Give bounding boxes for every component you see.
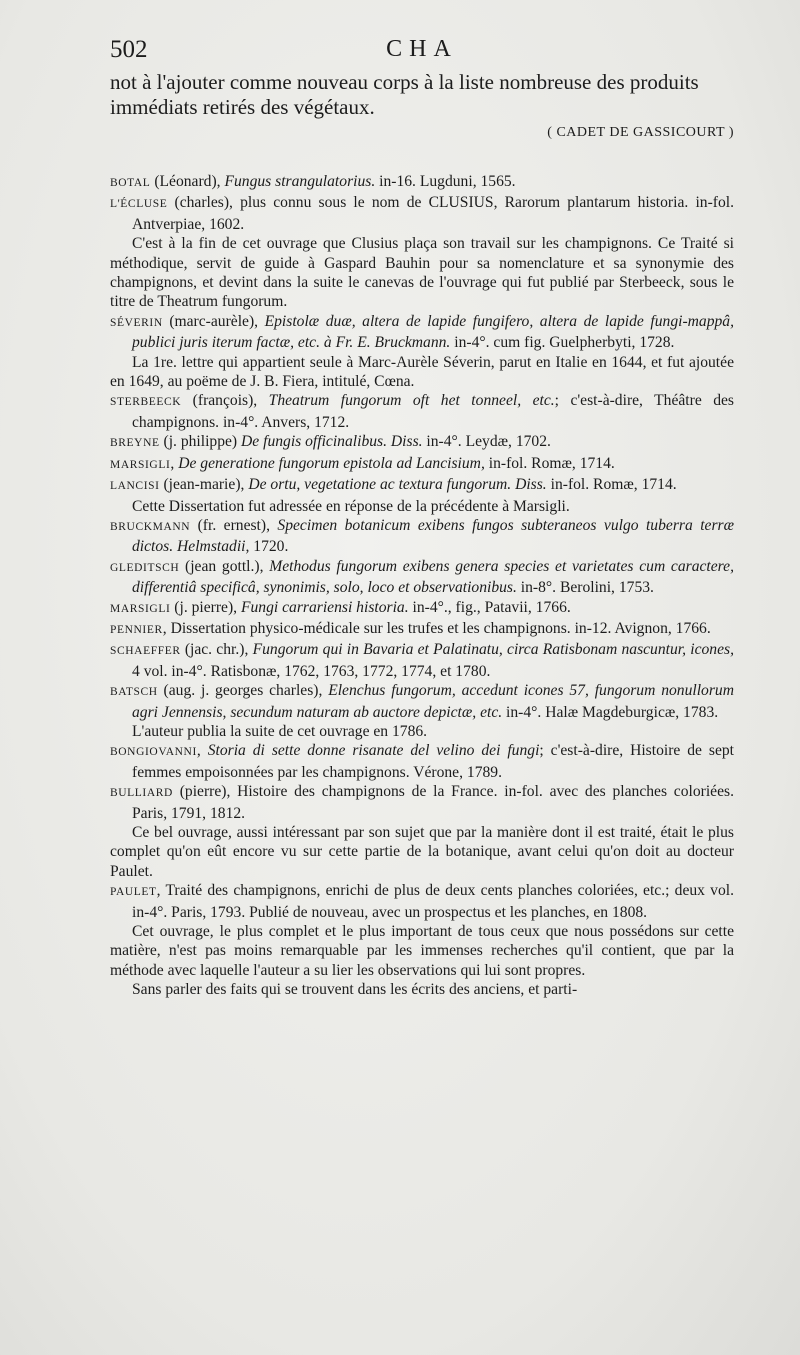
entry-person: (aug. j. georges charles),: [157, 682, 329, 700]
bibliography-entry: [110, 557, 734, 598]
entry-person: (j. pierre),: [170, 598, 241, 616]
bibliography-entry: [110, 681, 734, 722]
entry-title: Elenchus fungorum, accedunt icones 57, fungorum nonullorum agri Jennensis, secundum naturam ab auctore depictæ, etc.: [132, 682, 734, 721]
entry-person: (j. philippe): [159, 433, 242, 451]
entry-person: ,: [170, 454, 179, 472]
bibliography-entry: [110, 741, 734, 782]
entry-person: (jean-marie),: [159, 476, 249, 494]
entry-author: BONGIOVANNI: [110, 746, 197, 759]
entry-person: (pierre),: [172, 783, 238, 801]
entry-details: in-fol. Romæ, 1714.: [484, 454, 615, 472]
entry-details: in-8°. Berolini, 1753.: [516, 579, 654, 597]
entry-author: MARSIGLI: [110, 458, 171, 471]
entry-person: ,: [162, 619, 171, 637]
bibliography-entry: [110, 312, 734, 353]
commentary-paragraph: C'est à la fin de cet ouvrage que Clusius plaça son travail sur les champignons. Ce Traité si méthodique, servit de guide à Gaspard Bauhin pour sa nomenclature et sa synonymie des champignons, et devint dans la suite le canevas de l'ouvrage qui fut publié par Sterbeeck, sous le titre de Theatrum fungorum.: [110, 235, 734, 311]
entry-title: Specimen botanicum exibens fungos subteraneos vulgo tuberra terræ dictos. Helmstadii,: [132, 516, 734, 556]
page-header: [110, 36, 734, 70]
entry-title: De fungis officinalibus. Diss.: [241, 433, 423, 451]
bibliography-entry: [110, 432, 734, 453]
bibliography-entry: [110, 619, 734, 640]
entry-details: ; c'est-à-dire, Théâtre des champignons. in-4°. Anvers, 1712.: [132, 392, 734, 431]
entry-details: Traité des champignons, enrichi de plus de deux cents planches coloriées, etc.; deux vol. in-4°. Paris, 1793. Publié de nouveau, avec un prospectus et les planches, en 1808.: [132, 882, 734, 921]
bibliography-entry: [110, 193, 734, 234]
bibliography-entry: [110, 881, 734, 922]
entry-details: in-4°., fig., Patavii, 1766.: [408, 598, 571, 616]
entry-title: Fungus strangulatorius.: [224, 173, 376, 190]
entry-title: Fungorum qui in Bavaria et Palatinatu, circa Ratisbonam nascuntur, icones,: [252, 641, 734, 659]
bibliography-entry: [110, 640, 734, 681]
entry-author: BULLIARD: [110, 787, 173, 800]
entry-author: BRUCKMANN: [110, 520, 191, 533]
entry-author: PENNIER: [110, 623, 163, 636]
entry-title: Theatrum fungorum oft het tonneel, etc.: [268, 392, 555, 410]
bibliography-entry: [110, 391, 734, 432]
entry-person: (Léonard),: [150, 173, 225, 190]
commentary-paragraph: L'auteur publia la suite de cet ouvrage en 1786.: [132, 722, 428, 740]
commentary-paragraph: Cet ouvrage, le plus complet et le plus important de tous ceux que nous possédons sur cette matière, n'est pas moins remarquable par les immenses recherches qu'il contient, que par la méthode avec laquelle l'auteur a su lier les observations qui lui sont propres.: [110, 923, 734, 979]
entry-person: (charles), plus connu sous le nom de: [167, 194, 429, 212]
entry-details: 1720.: [249, 538, 289, 556]
entry-details: Histoire des champignons de la France. in-fol. avec des planches coloriées. Paris, 1791, 1812.: [132, 783, 734, 822]
entry-details: CLUSIUS, Rarorum plantarum historia. in-fol. Antverpiae, 1602.: [132, 194, 734, 233]
entry-title: Storia di sette donne risanate del velino dei fungi: [207, 742, 540, 760]
bibliography-entry: [110, 172, 734, 193]
entry-details: in-4°. Halæ Magdeburgicæ, 1783.: [502, 703, 719, 721]
entry-author: PAULET: [110, 886, 157, 899]
bibliography-list: [110, 172, 734, 1000]
page-body: [110, 70, 734, 1000]
entry-details: in-fol. Romæ, 1714.: [546, 476, 677, 494]
entry-person: (fr. ernest),: [190, 516, 278, 534]
entry-author: SÉVERIN: [110, 316, 163, 329]
entry-author: SCHAEFFER: [110, 645, 181, 658]
commentary-paragraph: Ce bel ouvrage, aussi intéressant par son sujet que par la manière dont il est traité, était le plus complet qu'on eût encore vu sur cette partie de la botanique, avant celui qu'on doit au docteur Paulet.: [110, 824, 734, 880]
entry-title: Fungi carrariensi historia.: [240, 598, 409, 616]
page-number: 502: [110, 36, 148, 63]
entry-title: De ortu, vegetatione ac textura fungorum. Diss.: [248, 476, 547, 494]
intro-paragraph: not à l'ajouter comme nouveau corps à la liste nombreuse des produits immédiats retirés des végétaux.: [110, 70, 699, 119]
entry-person: (marc-aurèle),: [162, 312, 265, 330]
entry-person: (jac. chr.),: [180, 641, 253, 659]
bibliography-entry: [110, 782, 734, 823]
entry-details: in-4°. Leydæ, 1702.: [422, 433, 551, 451]
entry-person: ,: [196, 742, 208, 760]
entry-author: L'ÉCLUSE: [110, 198, 168, 211]
entry-author: BATSCH: [110, 686, 158, 699]
running-head: CHA: [386, 36, 458, 62]
entry-person: (françois),: [181, 392, 269, 410]
entry-title: De generatione fungorum epistola ad Lancisium,: [178, 454, 485, 472]
commentary-paragraph: Cette Dissertation fut adressée en réponse de la précédente à Marsigli.: [132, 497, 570, 515]
commentary-paragraph: La 1re. lettre qui appartient seule à Marc-Aurèle Séverin, parut en Italie en 1644, et fut ajoutée en 1649, au poëme de J. B. Fiera, intitulé, Cœna.: [110, 353, 734, 391]
entry-details: in-16. Lugduni, 1565.: [375, 173, 516, 190]
entry-author: MARSIGLI: [110, 602, 171, 615]
entry-author: BREYNE: [110, 437, 160, 450]
entry-title: Methodus fungorum exibens genera species et varietates cum caractere, differentiâ specificâ, synonimis, solo, loco et observationibus.: [132, 557, 734, 597]
entry-details: in-4°. cum fig. Guelpherbyti, 1728.: [450, 334, 675, 352]
entry-details: Dissertation physico-médicale sur les trufes et les champignons. in-12. Avignon, 1766.: [170, 619, 711, 637]
bibliography-entry: [110, 598, 734, 619]
bibliography-entry: [110, 516, 734, 557]
entry-person: ,: [156, 882, 166, 900]
entry-details: ; c'est-à-dire, Histoire de sept femmes empoisonnées par les champignons. Vérone, 1789.: [132, 742, 735, 781]
entry-author: STERBEECK: [110, 396, 182, 409]
entry-author: BOTAL: [110, 177, 151, 189]
entry-title: Epistolæ duæ, altera de lapide fungifero, altera de lapide fungi-mappâ, publici juris iterum factæ, etc. à Fr. E. Bruckmann.: [132, 312, 734, 352]
commentary-paragraph: Sans parler des faits qui se trouvent dans les écrits des anciens, et parti-: [132, 981, 578, 999]
entry-details: 4 vol. in-4°. Ratisbonæ, 1762, 1763, 1772, 1774, et 1780.: [132, 662, 491, 680]
entry-author: LANCISI: [110, 480, 160, 493]
entry-person: (jean gottl.),: [179, 557, 270, 575]
article-signature: ( CADET DE GASSICOURT ): [547, 125, 734, 140]
bibliography-entry: [110, 475, 734, 496]
entry-author: GLEDITSCH: [110, 561, 180, 574]
bibliography-entry: [110, 454, 734, 475]
